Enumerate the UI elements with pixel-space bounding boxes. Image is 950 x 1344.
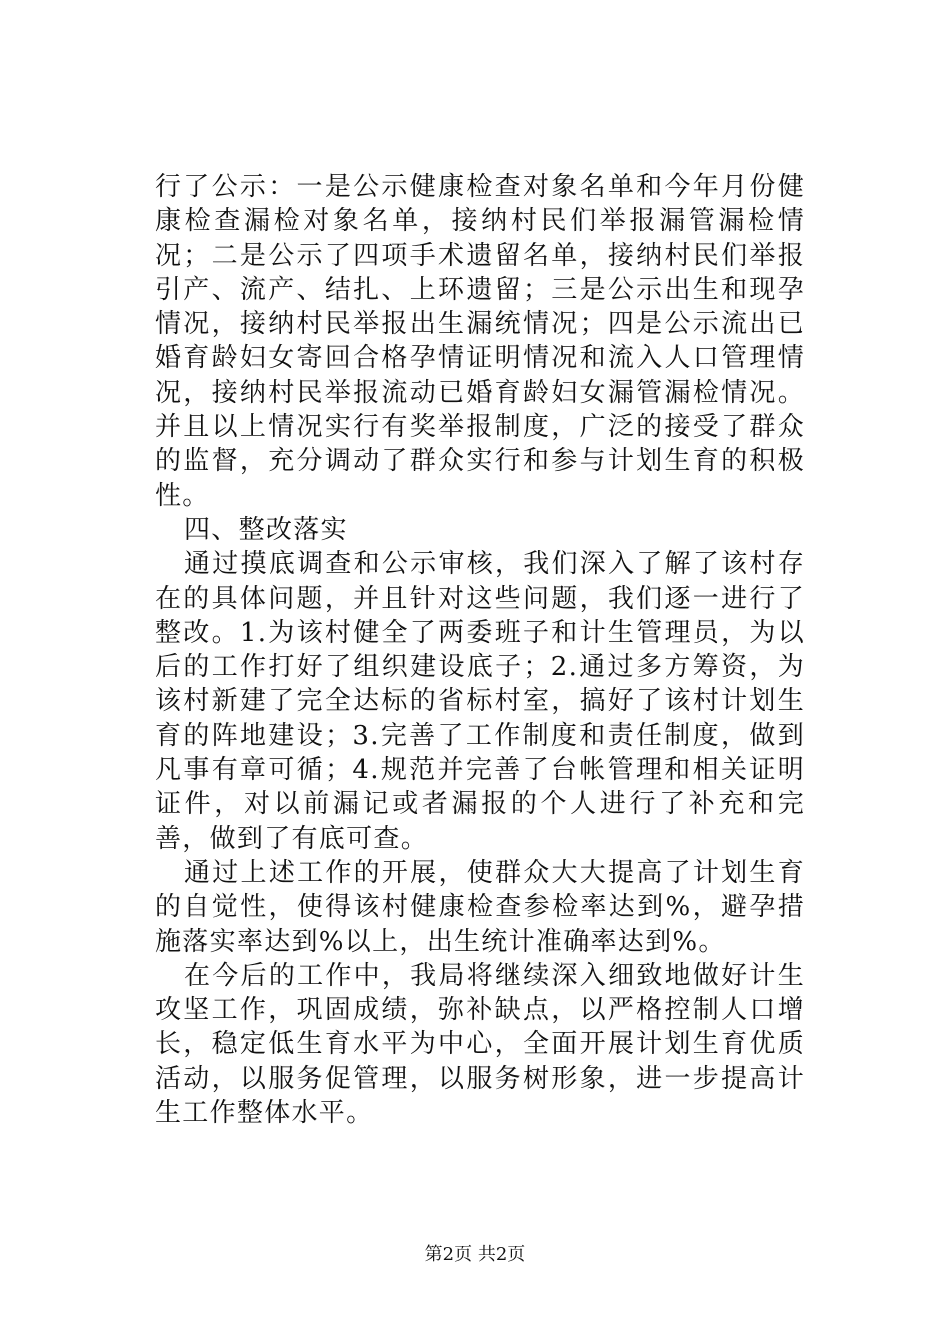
paragraph-public-notice: 行了公示：一是公示健康检查对象名单和今年月份健康检查漏检对象名单，接纳村民们举报漏管漏检情况；二是公示了四项手术遗留名单，接纳村民们举报引产、流产、结扎、上环遗留；三是公示出生和现孕情况，接纳村民举报出生漏统情况；四是公示流出已婚育龄妇女寄回合格孕情证明情况和流入人口管理情况，接纳村民举报流动已婚育龄妇女漏管漏检情况。并且以上情况实行有奖举报制度，广泛的接受了群众的监督，充分调动了群众实行和参与计划生育的积极性。 xyxy=(155,172,805,511)
section-heading-rectification: 四、整改落实 xyxy=(184,514,348,545)
page-number-footer: 第2页 共2页 xyxy=(424,1244,526,1265)
document-body xyxy=(155,170,805,1130)
paragraph-results: 通过上述工作的开展，使群众大大提高了计划生育的自觉性，使得该村健康检查参检率达到%，避孕措施落实率达到%以上，出生统计准确率达到%。 xyxy=(155,857,805,957)
paragraph-rectification-measures: 通过摸底调查和公示审核，我们深入了解了该村存在的具体问题，并且针对这些问题，我们逐一进行了整改。1.为该村健全了两委班子和计生管理员，为以后的工作打好了组织建设底子；2.通过多方筹资，为该村新建了完全达标的省标村室，搞好了该村计划生育的阵地建设；3.完善了工作制度和责任制度，做到凡事有章可循；4.规范并完善了台帐管理和相关证明证件，对以前漏记或者漏报的个人进行了补充和完善，做到了有底可查。 xyxy=(155,549,805,854)
paragraph-future-work: 在今后的工作中，我局将继续深入细致地做好计生攻坚工作，巩固成绩，弥补缺点，以严格控制人口增长，稳定低生育水平为中心，全面开展计划生育优质活动，以服务促管理，以服务树形象，进一步提高计生工作整体水平。 xyxy=(155,960,805,1129)
